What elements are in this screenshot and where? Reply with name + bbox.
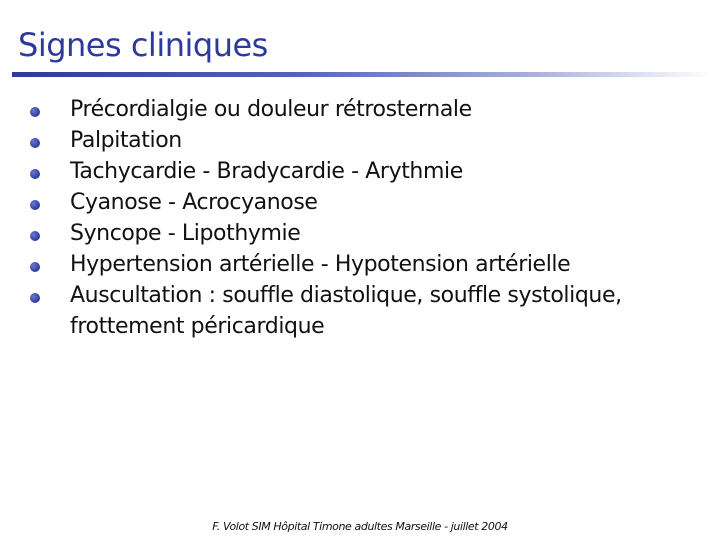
bullet-item: [30, 280, 710, 342]
bullet-item: [30, 156, 710, 187]
circle-bullet-icon: [30, 293, 40, 303]
circle-bullet-icon: [30, 169, 40, 179]
bullet-text: Palpitation: [70, 128, 182, 153]
bullet-text: Précordialgie ou douleur rétrosternale: [70, 97, 472, 122]
slide-title: Signes cliniques: [18, 26, 268, 64]
bullet-text: Auscultation : souffle diastolique, souffle systolique, frottement péricardique: [70, 283, 622, 339]
bullet-item: [30, 125, 710, 156]
circle-bullet-icon: [30, 107, 40, 117]
bullet-text: Syncope - Lipothymie: [70, 221, 301, 246]
bullet-item: [30, 249, 710, 280]
bullet-item: [30, 218, 710, 249]
bullet-text: Tachycardie - Bradycardie - Arythmie: [70, 159, 463, 184]
circle-bullet-icon: [30, 200, 40, 210]
bullet-list: [30, 94, 710, 342]
bullet-item: [30, 94, 710, 125]
bullet-item: [30, 187, 710, 218]
title-underline: [12, 72, 712, 77]
circle-bullet-icon: [30, 138, 40, 148]
circle-bullet-icon: [30, 231, 40, 241]
circle-bullet-icon: [30, 262, 40, 272]
bullet-text: Cyanose - Acrocyanose: [70, 190, 318, 215]
slide-footer: F. Volot SIM Hôpital Timone adultes Marseille - juillet 2004: [212, 520, 508, 533]
bullet-text: Hypertension artérielle - Hypotension artérielle: [70, 252, 571, 277]
